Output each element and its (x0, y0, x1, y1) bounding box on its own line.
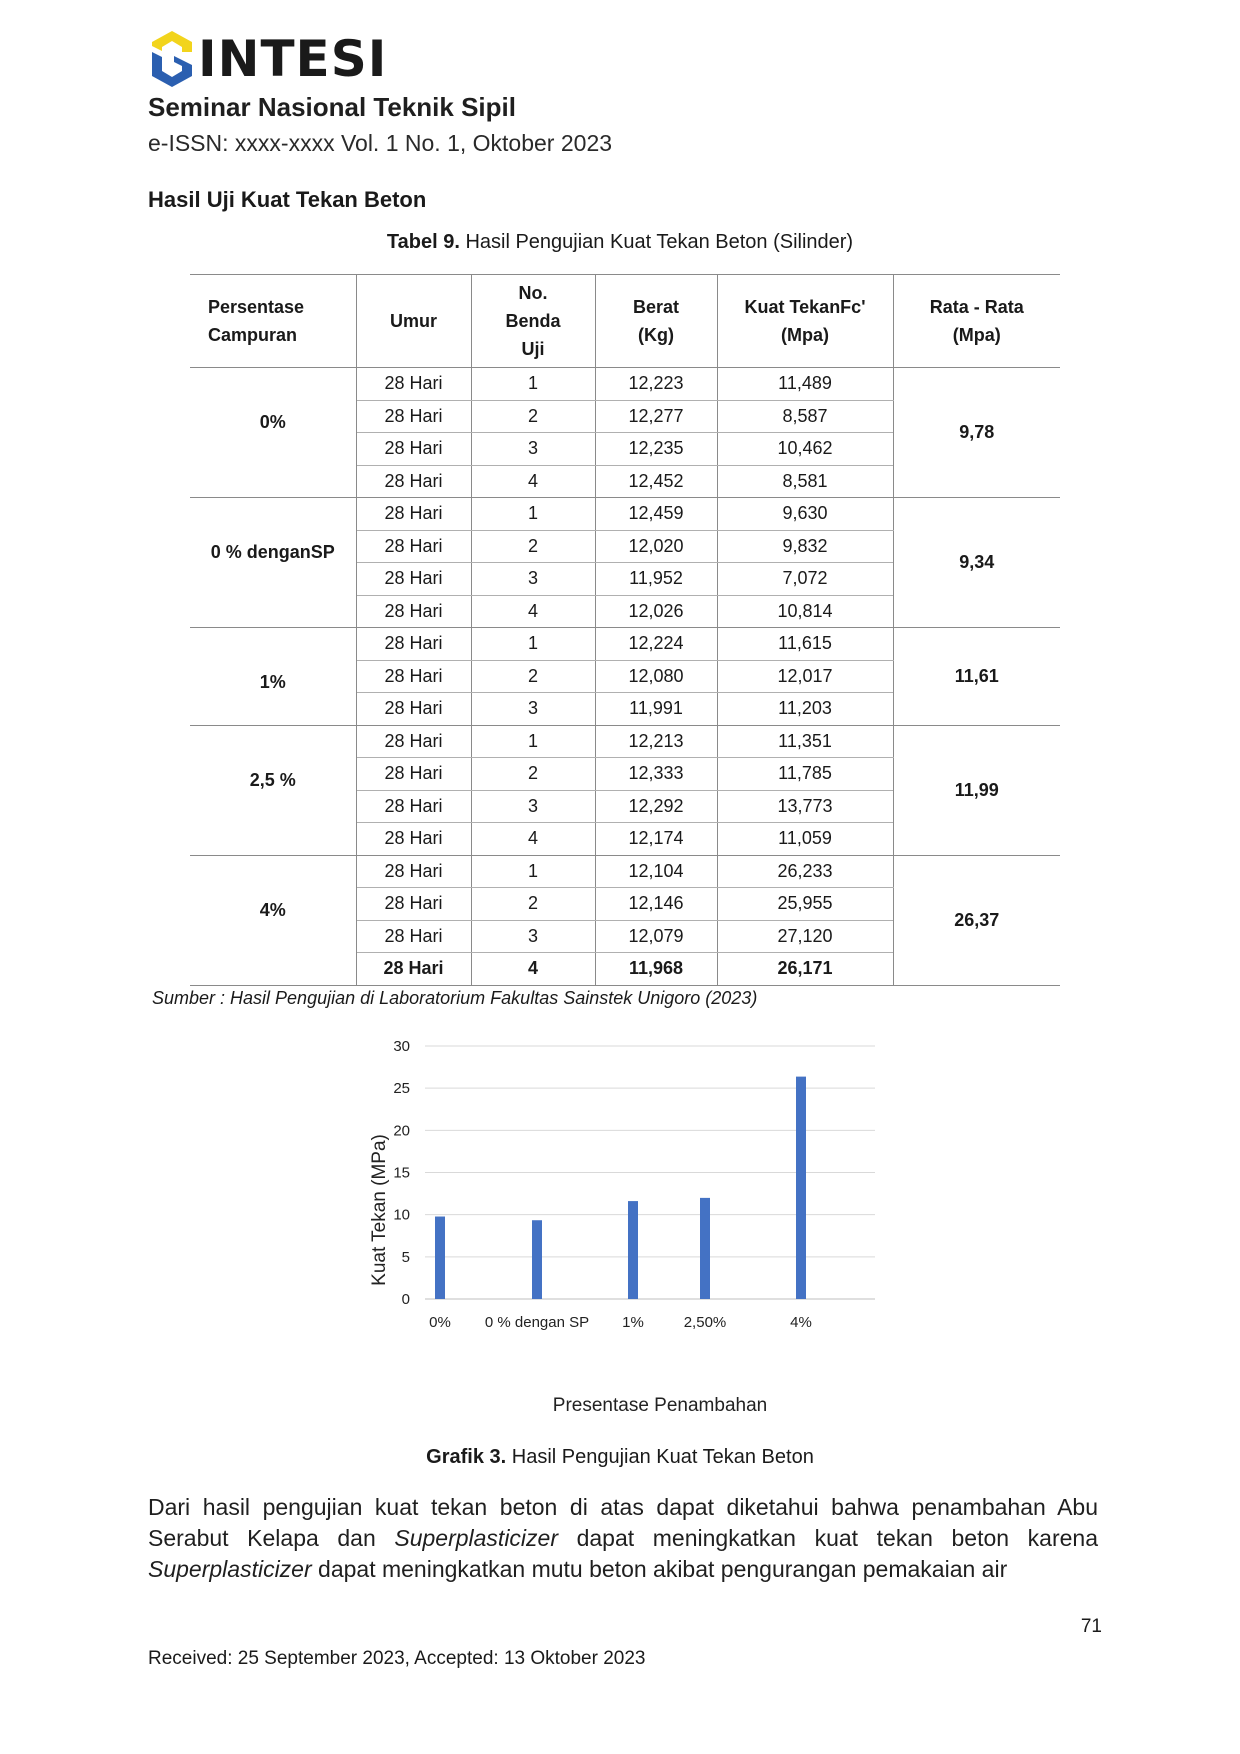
kuat-tekan-cell: 11,489 (717, 368, 893, 401)
y-tick-label: 20 (393, 1122, 410, 1140)
chart-x-ticks (429, 1314, 812, 1331)
figure-caption (0, 1446, 1240, 1469)
header-text: Benda (505, 311, 561, 331)
body-paragraph (148, 1492, 1098, 1585)
header-text: Campuran (208, 325, 298, 345)
figure-caption-text: Hasil Pengujian Kuat Tekan Beton (506, 1446, 814, 1468)
kuat-tekan-cell: 11,059 (717, 823, 893, 856)
benda-uji-cell: 1 (471, 498, 595, 531)
paragraph-text: dapat meningkatkan mutu beton akibat pengurangan pemakaian air (311, 1556, 1008, 1582)
header-text: Berat (632, 297, 680, 317)
kuat-tekan-cell: 11,203 (717, 693, 893, 726)
table-header-row (190, 275, 1060, 368)
umur-cell: 28 Hari (356, 953, 471, 986)
benda-uji-cell: 3 (471, 693, 595, 726)
group-label-cell: 4% (190, 855, 356, 985)
kuat-tekan-cell: 8,587 (717, 400, 893, 433)
benda-uji-cell: 4 (471, 823, 595, 856)
x-tick-label: 0 % dengan SP (484, 1314, 590, 1331)
berat-cell: 11,952 (595, 563, 717, 596)
header-text: Persentase (208, 297, 305, 317)
chart-bars (435, 1077, 806, 1299)
umur-cell: 28 Hari (356, 790, 471, 823)
bar-chart (0, 1040, 1240, 1430)
benda-uji-cell: 1 (471, 725, 595, 758)
umur-cell: 28 Hari (356, 530, 471, 563)
berat-cell: 12,146 (595, 888, 717, 921)
table-row (190, 498, 1060, 531)
chart-gridlines (425, 1046, 875, 1299)
header-text: (Mpa) (952, 325, 1001, 345)
benda-uji-cell: 3 (471, 433, 595, 466)
header-text: Uji (521, 339, 545, 359)
bar (435, 1217, 445, 1299)
bar (628, 1201, 638, 1299)
header-kuat-tekan (717, 275, 893, 368)
berat-cell: 12,079 (595, 920, 717, 953)
header-persentase-campuran (190, 275, 356, 368)
italic-term: Superplasticizer (394, 1525, 558, 1551)
header-no-benda-uji (471, 275, 595, 368)
y-tick-label: 0 (401, 1291, 410, 1308)
chart-x-axis-title: Presentase Penambahan (552, 1395, 768, 1416)
kuat-tekan-cell: 11,351 (717, 725, 893, 758)
umur-cell: 28 Hari (356, 433, 471, 466)
berat-cell: 12,213 (595, 725, 717, 758)
benda-uji-cell: 1 (471, 628, 595, 661)
umur-cell: 28 Hari (356, 595, 471, 628)
average-cell: 26,37 (893, 855, 1060, 985)
received-line: Received: 25 September 2023, Accepted: 13 Oktober 2023 (148, 1648, 646, 1669)
table-row (190, 725, 1060, 758)
average-cell: 11,99 (893, 725, 1060, 855)
berat-cell: 12,080 (595, 660, 717, 693)
y-tick-label: 25 (393, 1080, 410, 1098)
berat-cell: 12,104 (595, 855, 717, 888)
kuat-tekan-cell: 13,773 (717, 790, 893, 823)
benda-uji-cell: 2 (471, 400, 595, 433)
hexagon-logo-icon (148, 28, 196, 90)
results-table (190, 274, 1060, 986)
umur-cell: 28 Hari (356, 400, 471, 433)
umur-cell: 28 Hari (356, 693, 471, 726)
table-caption-label: Tabel 9. (386, 231, 460, 253)
chart-y-ticks (393, 1040, 410, 1308)
x-tick-label: 1% (622, 1314, 644, 1331)
group-label-cell: 1% (190, 628, 356, 726)
header-text: (Kg) (638, 325, 674, 345)
berat-cell: 12,020 (595, 530, 717, 563)
y-tick-label: 15 (393, 1164, 410, 1182)
umur-cell: 28 Hari (356, 628, 471, 661)
umur-cell: 28 Hari (356, 823, 471, 856)
header-umur: Umur (356, 275, 471, 368)
header-text: Rata - Rata (929, 297, 1024, 317)
kuat-tekan-cell: 26,171 (717, 953, 893, 986)
header-text: No. (518, 283, 548, 303)
berat-cell: 12,452 (595, 465, 717, 498)
y-tick-label: 10 (393, 1206, 410, 1224)
x-tick-label: 0% (429, 1314, 451, 1331)
group-label-cell: 0% (190, 368, 356, 498)
benda-uji-cell: 4 (471, 953, 595, 986)
table-caption (0, 231, 1240, 254)
berat-cell: 12,224 (595, 628, 717, 661)
berat-cell: 11,991 (595, 693, 717, 726)
umur-cell: 28 Hari (356, 660, 471, 693)
logo-yellow-shape (152, 31, 192, 52)
benda-uji-cell: 4 (471, 595, 595, 628)
table-row (190, 628, 1060, 661)
paragraph-text: Dari hasil pengujian kuat tekan beton di atas dapat diketahui bahwa penambahan Abu Serabut Kelapa dan (148, 1494, 1098, 1551)
kuat-tekan-cell: 10,462 (717, 433, 893, 466)
kuat-tekan-cell: 8,581 (717, 465, 893, 498)
group-label-cell: 0 % denganSP (190, 498, 356, 628)
header-text: Kuat TekanFc' (744, 297, 866, 317)
benda-uji-cell: 4 (471, 465, 595, 498)
header-rata-rata (893, 275, 1060, 368)
bar (700, 1198, 710, 1299)
kuat-tekan-cell: 26,233 (717, 855, 893, 888)
header-text: (Mpa) (781, 325, 829, 345)
group-label-cell: 2,5 % (190, 725, 356, 855)
section-heading: Hasil Uji Kuat Tekan Beton (148, 187, 427, 212)
kuat-tekan-cell: 12,017 (717, 660, 893, 693)
italic-term: Superplasticizer (148, 1556, 312, 1582)
table-body (190, 368, 1060, 986)
kuat-tekan-cell: 11,615 (717, 628, 893, 661)
average-cell: 11,61 (893, 628, 1060, 726)
x-tick-label: 2,50% (683, 1314, 727, 1331)
kuat-tekan-cell: 25,955 (717, 888, 893, 921)
benda-uji-cell: 1 (471, 368, 595, 401)
paragraph-text: dapat meningkatkan kuat tekan beton karena (558, 1525, 1098, 1551)
kuat-tekan-cell: 27,120 (717, 920, 893, 953)
berat-cell: 12,174 (595, 823, 717, 856)
benda-uji-cell: 3 (471, 920, 595, 953)
y-tick-label: 30 (393, 1040, 410, 1055)
kuat-tekan-cell: 10,814 (717, 595, 893, 628)
table-caption-text: Hasil Pengujian Kuat Tekan Beton (Silinder) (459, 231, 854, 253)
benda-uji-cell: 2 (471, 530, 595, 563)
average-cell: 9,78 (893, 368, 1060, 498)
berat-cell: 11,968 (595, 953, 717, 986)
benda-uji-cell: 2 (471, 888, 595, 921)
bar (796, 1077, 806, 1299)
umur-cell: 28 Hari (356, 498, 471, 531)
chart-y-axis-title: Kuat Tekan (MPa) (369, 1134, 390, 1286)
berat-cell: 12,235 (595, 433, 717, 466)
berat-cell: 12,277 (595, 400, 717, 433)
benda-uji-cell: 2 (471, 758, 595, 791)
berat-cell: 12,292 (595, 790, 717, 823)
figure-caption-label: Grafik 3. (426, 1446, 507, 1468)
umur-cell: 28 Hari (356, 725, 471, 758)
umur-cell: 28 Hari (356, 563, 471, 596)
average-cell: 9,34 (893, 498, 1060, 628)
berat-cell: 12,026 (595, 595, 717, 628)
x-tick-label: 4% (790, 1314, 812, 1331)
umur-cell: 28 Hari (356, 855, 471, 888)
kuat-tekan-cell: 11,785 (717, 758, 893, 791)
logo-blue-shape (152, 52, 192, 87)
umur-cell: 28 Hari (356, 465, 471, 498)
benda-uji-cell: 3 (471, 790, 595, 823)
berat-cell: 12,459 (595, 498, 717, 531)
benda-uji-cell: 2 (471, 660, 595, 693)
logo-text: INTESI (198, 30, 388, 88)
table-row (190, 855, 1060, 888)
y-tick-label: 5 (401, 1248, 410, 1266)
table-source: Sumber : Hasil Pengujian di Laboratorium Fakultas Sainstek Unigoro (2023) (152, 988, 758, 1008)
issn-line: e-ISSN: xxxx-xxxx Vol. 1 No. 1, Oktober 2023 (148, 130, 613, 156)
umur-cell: 28 Hari (356, 368, 471, 401)
benda-uji-cell: 1 (471, 855, 595, 888)
umur-cell: 28 Hari (356, 920, 471, 953)
umur-cell: 28 Hari (356, 758, 471, 791)
berat-cell: 12,223 (595, 368, 717, 401)
intesi-logo (148, 28, 388, 90)
table-row (190, 368, 1060, 401)
kuat-tekan-cell: 7,072 (717, 563, 893, 596)
benda-uji-cell: 3 (471, 563, 595, 596)
kuat-tekan-cell: 9,630 (717, 498, 893, 531)
berat-cell: 12,333 (595, 758, 717, 791)
page-number: 71 (1080, 1616, 1102, 1637)
header-berat (595, 275, 717, 368)
seminar-title: Seminar Nasional Teknik Sipil (148, 92, 516, 122)
bar (532, 1220, 542, 1299)
kuat-tekan-cell: 9,832 (717, 530, 893, 563)
umur-cell: 28 Hari (356, 888, 471, 921)
